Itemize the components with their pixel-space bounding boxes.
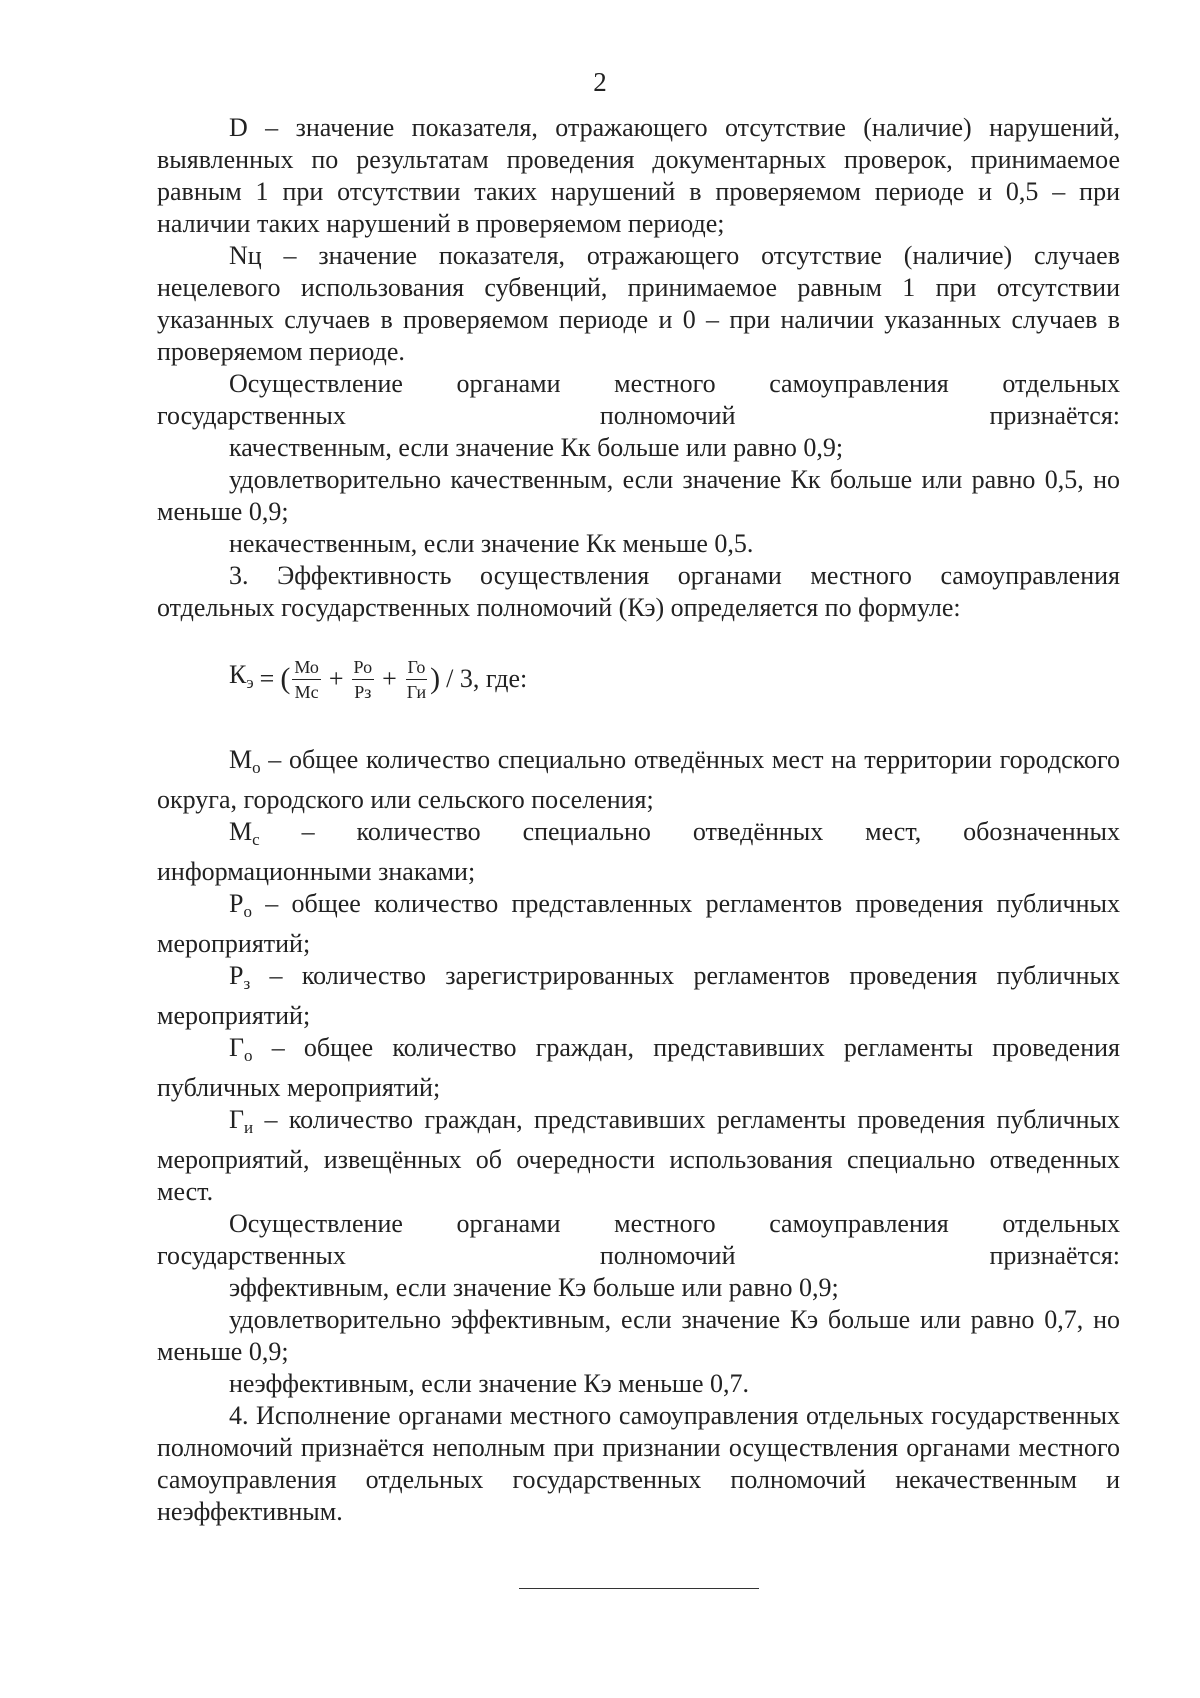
fraction-denominator: Мс <box>294 681 319 702</box>
paragraph-efficiency-high: эффективным, если значение Кэ больше или равно 0,9; <box>229 1273 839 1302</box>
definition-gi: $Г_и$ – количество граждан, представивших регламенты проведения публичных мероприятий, извещённых об очередности использования специально отведенных мест. <box>157 1105 1120 1206</box>
formula-fraction-places <box>292 656 321 703</box>
formula-plus: + <box>328 664 344 693</box>
end-divider-line <box>519 1588 759 1589</box>
definition-mo: $М_о$ – общее количество специально отведённых мест на территории городского округа, городского или сельского поселения; <box>157 745 1120 814</box>
paragraph-d-definition: D – значение показателя, отражающего отсутствие (наличие) нарушений, выявленных по результатам проведения документарных проверок, принимаемое равным 1 при отсутствии таких нарушений в проверяемом периоде и 0,5 – при наличии таких нарушений в проверяемом периоде; <box>157 113 1120 238</box>
formula-equals: = <box>259 664 275 693</box>
fraction-denominator: Ги <box>406 681 427 702</box>
paragraph-efficiency-heading: 3. Эффективность осуществления органами местного самоуправления отдельных государственных полномочий (Кэ) определяется по формуле: <box>157 561 1120 622</box>
fraction-numerator: Мо <box>292 656 321 680</box>
paragraph-efficiency-intro: Осуществление органами местного самоуправления отдельных государственных полномочий признаётся: <box>157 1209 1120 1270</box>
paragraph-quality-satisfactory: удовлетворительно качественным, если значение Кк больше или равно 0,5, но меньше 0,9; <box>157 465 1120 526</box>
document-body <box>157 112 1120 1528</box>
formula-fraction-regulations <box>352 656 375 703</box>
fraction-numerator: Го <box>406 656 428 680</box>
fraction-numerator: Ро <box>352 656 375 680</box>
formula-lhs: $К_э$ <box>229 660 254 692</box>
formula-close-paren: ) <box>430 662 441 695</box>
definition-mc: $М_с$ – количество специально отведённых мест, обозначенных информационными знаками; <box>157 817 1120 886</box>
fraction-denominator: Рз <box>354 681 372 702</box>
definition-po: $Р_о$ – общее количество представленных регламентов проведения публичных мероприятий; <box>157 889 1120 958</box>
definition-go: $Г_о$ – общее количество граждан, представивших регламенты проведения публичных мероприятий; <box>157 1033 1120 1102</box>
paragraph-quality-intro: Осуществление органами местного самоуправления отдельных государственных полномочий признаётся: <box>157 369 1120 430</box>
paragraph-efficiency-low: неэффективным, если значение Кэ меньше 0,7. <box>229 1369 749 1398</box>
paragraph-quality-low: некачественным, если значение Кк меньше 0,5. <box>229 529 754 558</box>
paragraph-nc-definition: Nц – значение показателя, отражающего отсутствие (наличие) случаев нецелевого использования субвенций, принимаемое равным 1 при отсутствии указанных случаев в проверяемом периоде и 0 – при наличии указанных случаев в проверяемом периоде. <box>157 241 1120 366</box>
page-number: 2 <box>593 67 607 97</box>
formula-open-paren: ( <box>280 662 291 695</box>
paragraph-quality-high: качественным, если значение Кк больше или равно 0,9; <box>229 433 844 462</box>
paragraph-efficiency-satisfactory: удовлетворительно эффективным, если значение Кэ больше или равно 0,7, но меньше 0,9; <box>157 1305 1120 1366</box>
paragraph-incomplete-execution: 4. Исполнение органами местного самоуправления отдельных государственных полномочий признаётся неполным при признании осуществления органами местного самоуправления отдельных государственных полномочий некачественным и неэффективным. <box>157 1401 1120 1526</box>
efficiency-formula <box>157 646 1120 712</box>
formula-fraction-citizens <box>405 656 428 703</box>
definition-pz: $Р_з$ – количество зарегистрированных регламентов проведения публичных мероприятий; <box>157 961 1120 1030</box>
formula-plus: + <box>382 664 397 693</box>
formula-tail: / 3, где: <box>446 664 528 693</box>
